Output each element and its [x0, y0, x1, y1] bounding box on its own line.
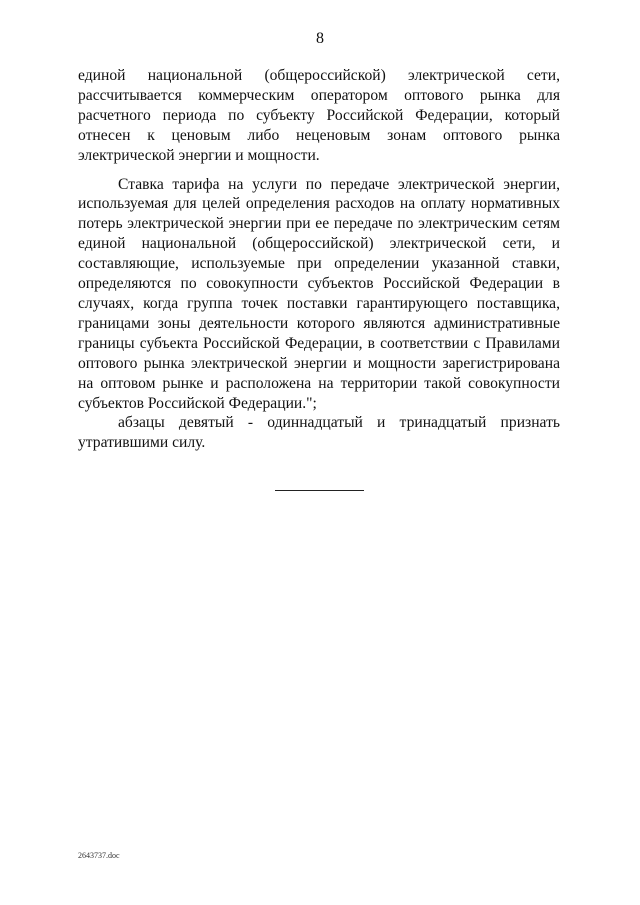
paragraph-repeal: абзацы девятый - одиннадцатый и тринадцатый признать утратившими силу.	[78, 414, 560, 452]
document-body	[78, 66, 560, 453]
paragraph-tariff-rate: Ставка тарифа на услуги по передаче электрической энергии, используемая для целей определения расходов на оплату нормативных потерь электрической энергии при ее передаче по электрическим сетям единой национальной (общероссийской) электрической сети, и составляющие, используемые при определении указанной ставки, определяются по совокупности субъектов Российской Федерации в случаях, когда группа точек поставки гарантирующего поставщика, границами зоны деятельности которого являются административные границы субъекта Российской Федерации, в соответствии с Правилами оптового рынка электрической энергии и мощности зарегистрирована на оптовом рынке и расположена на территории такой совокупности субъектов Российской Федерации.";	[78, 175, 560, 412]
paragraph-continuation: единой национальной (общероссийской) электрической сети, рассчитывается коммерческим оператором оптового рынка для расчетного периода по субъекту Российской Федерации, который отнесен к ценовым либо неценовым зонам оптового рынка электрической энергии и мощности.	[78, 67, 560, 164]
end-divider	[275, 490, 364, 491]
file-name-footer: 2643737.doc	[78, 851, 120, 860]
page-number: 8	[316, 30, 324, 47]
